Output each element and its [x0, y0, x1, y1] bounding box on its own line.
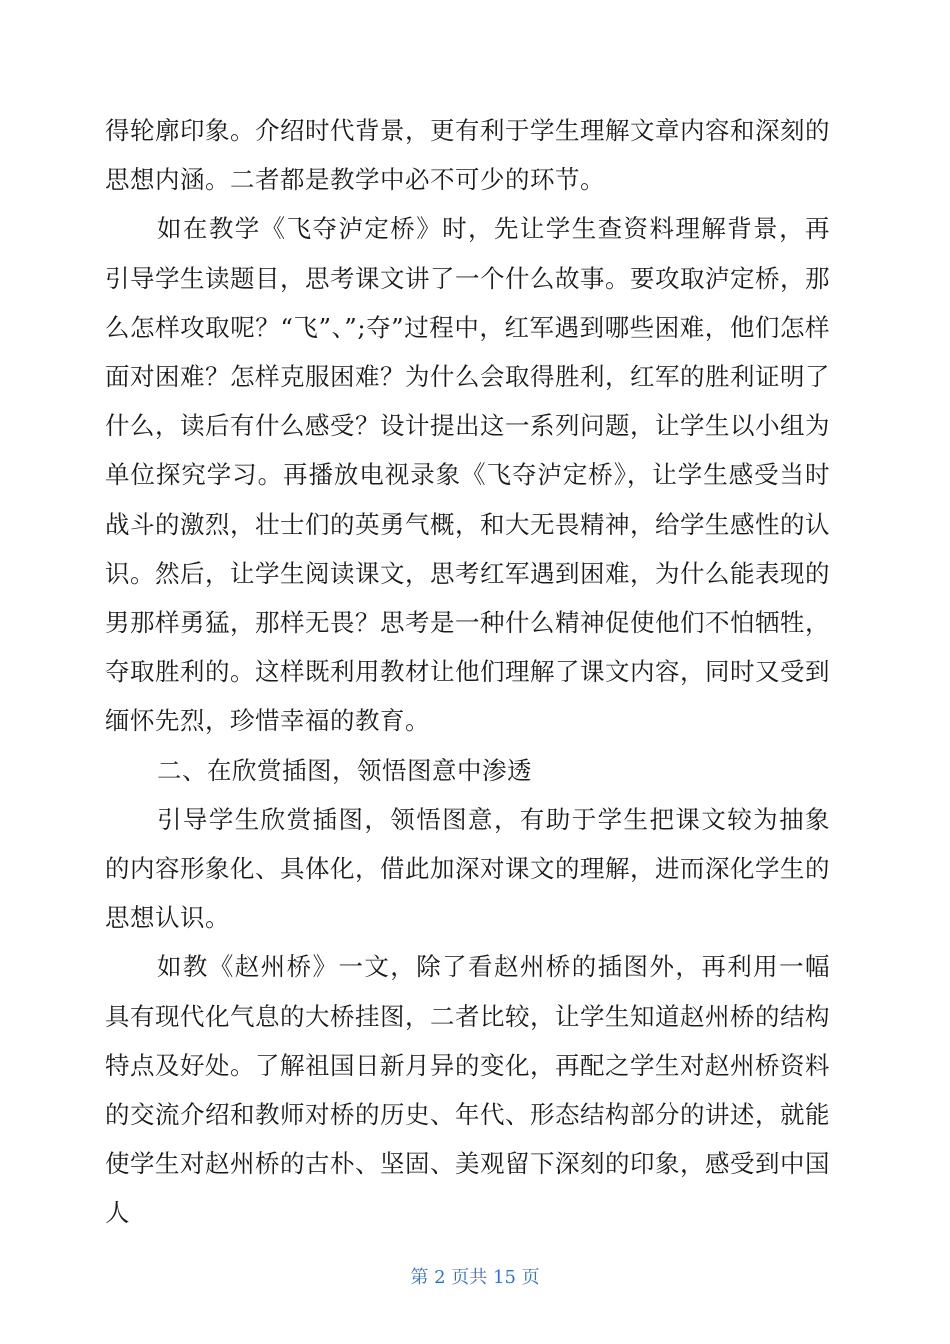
- paragraph-1: 得轮廓印象。介绍时代背景，更有利于学生理解文章内容和深刻的思想内涵。二者都是教学中必不可少的环节。: [105, 116, 830, 195]
- page-number-footer: 第 2 页共 15 页: [410, 1267, 540, 1288]
- paragraph-4: 如教《赵州桥》一文，除了看赵州桥的插图外，再利用一幅具有现代化气息的大桥挂图，二者比较，让学生知道赵州桥的结构特点及好处。了解祖国日新月异的变化，再配之学生对赵州桥资料的交流介绍和教师对桥的历史、年代、形态结构部分的讲述，就能使学生对赵州桥的古朴、坚固、美观留下深刻的印象，感受到中国人: [105, 952, 830, 1228]
- paragraph-3: 引导学生欣赏插图，领悟图意，有助于学生把课文较为抽象的内容形象化、具体化，借此加深对课文的理解，进而深化学生的思想认识。: [105, 804, 830, 933]
- paragraph-2: 如在教学《飞夺泸定桥》时，先让学生查资料理解背景，再引导学生读题目，思考课文讲了一个什么故事。要攻取泸定桥，那么怎样攻取呢？“飞”、”;夺”过程中，红军遇到哪些困难，他们怎样面对困难？怎样克服困难？为什么会取得胜利，红军的胜利证明了什么，读后有什么感受？设计提出这一系列问题，让学生以小组为单位探究学习。再播放电视录象《飞夺泸定桥》，让学生感受当时战斗的激烈，壮士们的英勇气概，和大无畏精神，给学生感性的认识。然后，让学生阅读课文，思考红军遇到困难，为什么能表现的男那样勇猛，那样无畏？思考是一种什么精神促使他们不怕牺牲，夺取胜利的。这样既利用教材让他们理解了课文内容，同时又受到缅怀先烈，珍惜幸福的教育。: [105, 214, 830, 736]
- document-body: [105, 106, 830, 1238]
- section-heading: 二、在欣赏插图，领悟图意中渗透: [157, 755, 532, 785]
